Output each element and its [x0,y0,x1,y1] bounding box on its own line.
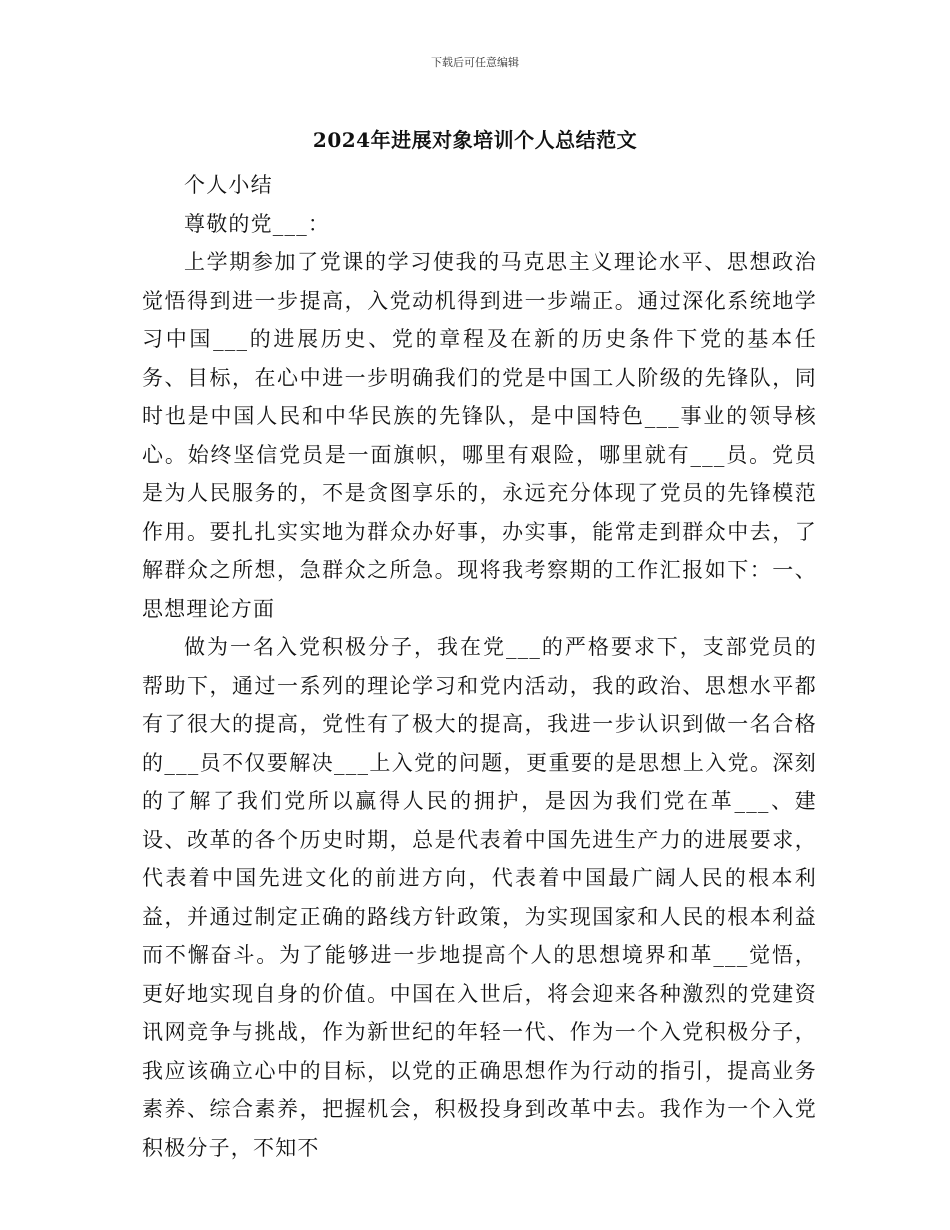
document-title: 2024年进展对象培训个人总结范文 [312,128,638,152]
paragraph-salutation: 尊敬的党___： [184,211,331,236]
paragraph-heading: 个人小结 [184,173,273,197]
paragraph-body-2: 做为一名入党积极分子，我在党___的严格要求下，支部党员的帮助下，通过一系列的理论学习和党内活动，我的政治、思想水平都有了很大的提高，党性有了极大的提高，我进一步认识到做一名合格的___员不仅要解决___上入党的问题，更重要的是思想上入党。深刻的了解了我们党所以赢得人民的拥护，是因为我们党在革___、建设、改革的各个历史时期，总是代表着中国先进生产力的进展要求，代表着中国先进文化的前进方向，代表着中国最广阔人民的根本利益，并通过制定正确的路线方针政策，为实现国家和人民的根本利益而不懈奋斗。为了能够进一步地提高个人的思想境界和革___觉悟，更好地实现自身的价值。中国在入世后，将会迎来各种激烈的党建资讯网竞争与挑战，作为新世纪的年轻一代、作为一个入党积极分子，我应该确立心中的目标，以党的正确思想作为行动的指引，提高业务素养、综合素养，把握机会，积极投身到改革中去。我作为一个入党积极分子，不知不 [142,635,817,1160]
document-body [142,166,817,1167]
header-note: 下载后可任意编辑 [431,56,519,69]
paragraph-body-1: 上学期参加了党课的学习使我的马克思主义理论水平、思想政治觉悟得到进一步提高，入党动机得到进一步端正。通过深化系统地学习中国___的进展历史、党的章程及在新的历史条件下党的基本任务、目标，在心中进一步明确我们的党是中国工人阶级的先锋队，同时也是中国人民和中华民族的先锋队，是中国特色___事业的领导核心。始终坚信党员是一面旗帜，哪里有艰险，哪里就有___员。党员是为人民服务的，不是贪图享乐的，永远充分体现了党员的先锋模范作用。要扎扎实实地为群众办好事，办实事，能常走到群众中去，了解群众之所想，急群众之所急。现将我考察期的工作汇报如下：一、思想理论方面 [142,250,817,621]
